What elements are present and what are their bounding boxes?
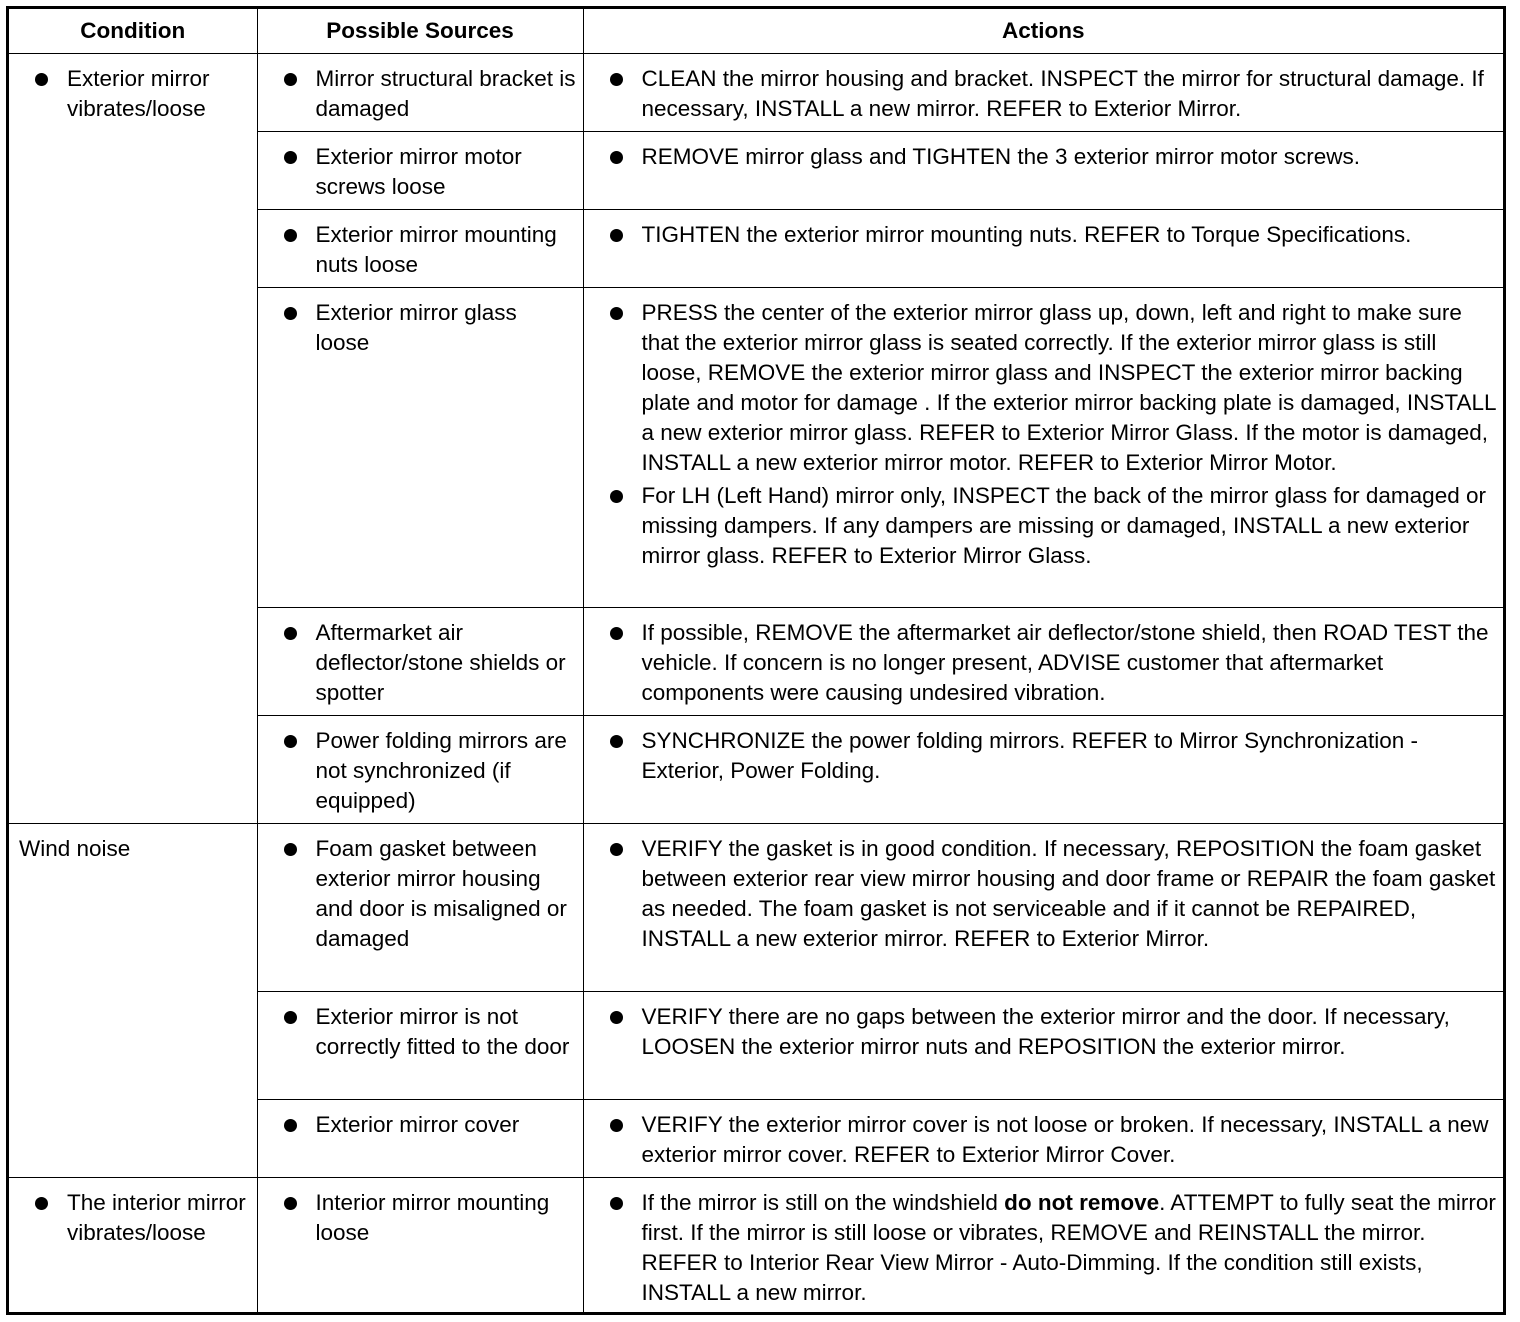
action-text: VERIFY there are no gaps between the exterior mirror and the door. If necessary, LOOSEN the exterior mirror nuts and REPOSITION the exterior mirror. <box>641 1004 1450 1059</box>
bullet-icon <box>284 151 297 164</box>
header-condition: Condition <box>9 9 257 54</box>
header-actions: Actions <box>583 9 1503 54</box>
bullet-icon <box>610 151 623 164</box>
action-text <box>642 1190 1496 1305</box>
source-text: Exterior mirror motor screws loose <box>315 144 522 199</box>
source-cell <box>257 288 583 608</box>
action-text: VERIFY the exterior mirror cover is not loose or broken. If necessary, INSTALL a new exterior mirror cover. REFER to Exterior Mirror Cover. <box>641 1112 1489 1167</box>
source-cell <box>257 1100 583 1178</box>
source-cell <box>257 992 583 1100</box>
condition-text: The interior mirror vibrates/loose <box>67 1190 246 1245</box>
source-cell <box>257 824 583 992</box>
source-text: Mirror structural bracket is damaged <box>315 66 576 121</box>
bullet-icon <box>35 1197 48 1210</box>
bullet-icon <box>284 73 297 86</box>
action-text: REMOVE mirror glass and TIGHTEN the 3 exterior mirror motor screws. <box>641 144 1360 169</box>
source-cell <box>257 1178 583 1315</box>
bullet-icon <box>610 229 623 242</box>
source-text: Power folding mirrors are not synchronized (if equipped) <box>315 728 567 813</box>
source-text: Interior mirror mounting loose <box>315 1190 550 1245</box>
actions-cell <box>583 716 1503 824</box>
condition-cell <box>9 1178 257 1315</box>
bullet-icon <box>284 843 297 856</box>
actions-cell <box>583 1178 1503 1315</box>
actions-cell <box>583 132 1503 210</box>
actions-cell <box>583 288 1503 608</box>
action-text: TIGHTEN the exterior mirror mounting nuts. REFER to Torque Specifications. <box>641 222 1412 247</box>
actions-cell <box>583 210 1503 288</box>
bullet-icon <box>610 307 623 320</box>
bullet-icon <box>610 1119 623 1132</box>
bullet-icon <box>284 307 297 320</box>
bullet-icon <box>610 735 623 748</box>
source-text: Exterior mirror glass loose <box>315 300 517 355</box>
actions-cell <box>583 824 1503 992</box>
bullet-icon <box>610 843 623 856</box>
source-cell <box>257 210 583 288</box>
bullet-icon <box>610 490 623 503</box>
table-row <box>9 54 1503 132</box>
table-row <box>9 824 1503 992</box>
bullet-icon <box>610 1011 623 1024</box>
actions-cell <box>583 608 1503 716</box>
source-text: Foam gasket between exterior mirror housing and door is misaligned or damaged <box>315 836 567 951</box>
bullet-icon <box>284 1011 297 1024</box>
bullet-icon <box>284 1197 297 1210</box>
action-text: If possible, REMOVE the aftermarket air deflector/stone shield, then ROAD TEST the vehicle. If concern is no longer present, ADVISE customer that aftermarket components were causing undesired vibration. <box>641 620 1489 705</box>
action-text: SYNCHRONIZE the power folding mirrors. REFER to Mirror Synchronization - Exterior, Power Folding. <box>641 728 1418 783</box>
source-cell <box>257 608 583 716</box>
condition-cell <box>9 824 257 1178</box>
action-text: CLEAN the mirror housing and bracket. INSPECT the mirror for structural damage. If necessary, INSTALL a new mirror. REFER to Exterior Mirror. <box>641 66 1484 121</box>
action-text-emphasis: do not remove <box>1004 1190 1160 1215</box>
action-text: PRESS the center of the exterior mirror glass up, down, left and right to make sure that the exterior mirror glass is seated correctly. If the exterior mirror glass is still loose, REMOVE the exterior mirror glass and INSPECT the exterior mirror backing plate and motor for damage . If the exterior mirror backing plate is damaged, INSTALL a new exterior mirror glass. REFER to Exterior Mirror Glass. If the motor is damaged, INSTALL a new exterior mirror motor. REFER to Exterior Mirror Motor. <box>641 300 1496 475</box>
condition-cell <box>9 54 257 824</box>
action-text-start: If the mirror is still on the windshield <box>641 1190 1005 1215</box>
action-text-end: . ATTEMPT to fully seat the mirror first. If the mirror is still loose or vibrates, REMOVE and REINSTALL the mirror. REFER to Interior Rear View Mirror - Auto-Dimming. If the condition still exists, INSTALL a new mirror. <box>641 1190 1496 1305</box>
condition-text: Exterior mirror vibrates/loose <box>67 66 210 121</box>
bullet-icon <box>284 1119 297 1132</box>
source-text: Exterior mirror cover <box>315 1112 520 1137</box>
bullet-icon <box>284 229 297 242</box>
header-possible-sources: Possible Sources <box>257 9 583 54</box>
table-row <box>9 1178 1503 1315</box>
action-text: VERIFY the gasket is in good condition. If necessary, REPOSITION the foam gasket between exterior rear view mirror housing and door frame or REPAIR the foam gasket as needed. The foam gasket is not serviceable and if it cannot be REPAIRED, INSTALL a new exterior mirror. REFER to Exterior Mirror. <box>641 836 1496 951</box>
source-text: Aftermarket air deflector/stone shields or spotter <box>315 620 566 705</box>
bullet-icon <box>610 1197 623 1210</box>
source-text: Exterior mirror is not correctly fitted to the door <box>315 1004 570 1059</box>
actions-cell <box>583 1100 1503 1178</box>
bullet-icon <box>284 735 297 748</box>
diagnosis-table <box>6 6 1506 1315</box>
bullet-icon <box>35 73 48 86</box>
bullet-icon <box>610 627 623 640</box>
source-text: Exterior mirror mounting nuts loose <box>315 222 557 277</box>
header-row <box>9 9 1503 54</box>
source-cell <box>257 54 583 132</box>
source-cell <box>257 132 583 210</box>
actions-cell <box>583 992 1503 1100</box>
action-text: For LH (Left Hand) mirror only, INSPECT the back of the mirror glass for damaged or missing dampers. If any dampers are missing or damaged, INSTALL a new exterior mirror glass. REFER to Exterior Mirror Glass. <box>641 483 1486 568</box>
bullet-icon <box>284 627 297 640</box>
source-cell <box>257 716 583 824</box>
actions-cell <box>583 54 1503 132</box>
bullet-icon <box>610 73 623 86</box>
condition-text: Wind noise <box>19 836 131 861</box>
